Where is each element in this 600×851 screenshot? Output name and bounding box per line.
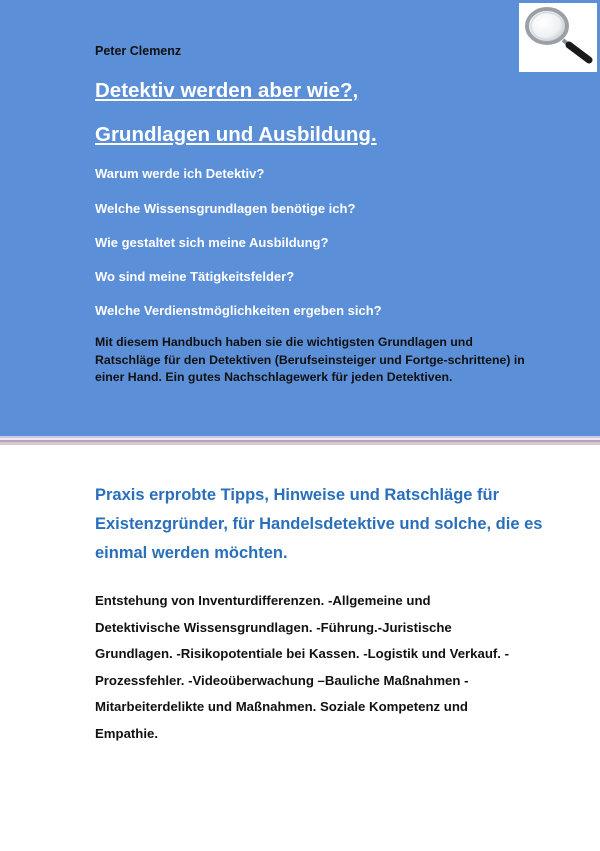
contents-paragraph: Entstehung von Inventurdifferenzen. -Allgemeine und Detektivische Wissensgrundlagen. -Führung.-Juristische Grundlagen. -Risikopotentiale bei Kassen. -Logistik und Verkauf. - Prozessfehler. -Videoüberwachung –Bauliche Maßnahmen -Mitarbeiterdelikte und Maßnahmen. Soziale Kompetenz und Empathie.: [95, 593, 510, 741]
divider-stripe: [0, 436, 600, 445]
title-line-2: Grundlagen und Ausbildung.: [95, 123, 377, 146]
question-item: Wie gestaltet sich meine Ausbildung?: [95, 235, 329, 250]
author-name: Peter Clemenz: [95, 44, 182, 58]
question-item: Welche Wissensgrundlagen benötige ich?: [95, 201, 356, 216]
title-line-1: Detektiv werden aber wie?,: [95, 79, 359, 102]
question-item: Welche Verdienstmöglichkeiten ergeben sich?: [95, 303, 382, 318]
praxis-tagline: Praxis erprobte Tipps, Hinweise und Ratschläge für Existenzgründer, für Handelsdetektive und solche, die es einmal werden möchten.: [95, 486, 543, 562]
question-item: Wo sind meine Tätigkeitsfelder?: [95, 269, 295, 284]
magnifying-glass-icon: [519, 3, 597, 72]
question-item: Warum werde ich Detektiv?: [95, 166, 265, 181]
intro-paragraph: Mit diesem Handbuch haben sie die wichtigsten Grundlagen und Ratschläge für den Detektiven (Berufseinsteiger und Fortge-schrittene) in einer Hand. Ein gutes Nachschlagewerk für jeden Detektiven.: [95, 335, 525, 384]
